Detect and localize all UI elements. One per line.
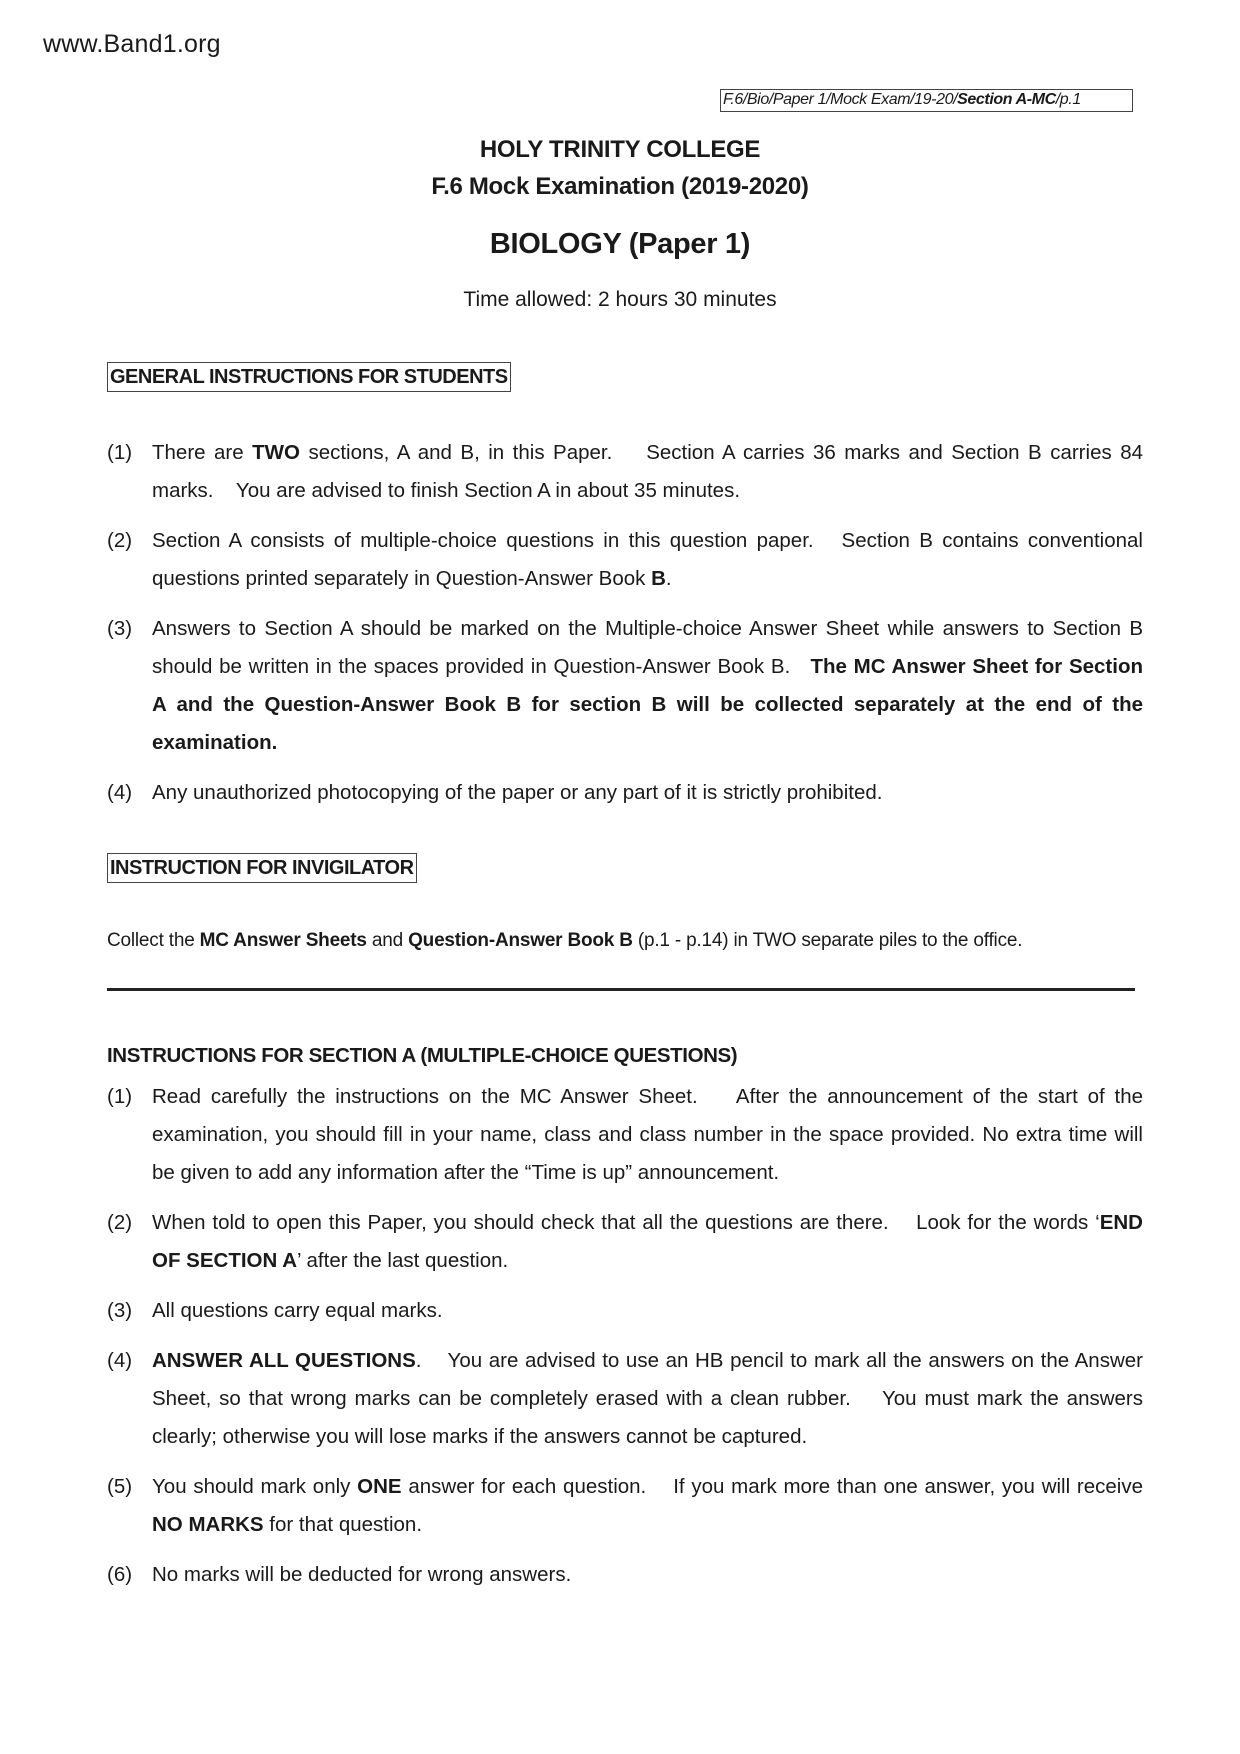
website-watermark: www.Band1.org: [43, 30, 221, 58]
section-a-instructions-list: [107, 1078, 1143, 1606]
section-a-instruction-item: [107, 1292, 1143, 1330]
item-number: (3): [107, 617, 133, 640]
time-allowed: Time allowed: 2 hours 30 minutes: [463, 288, 777, 311]
invigilator-instruction-text: Collect the MC Answer Sheets and Question-Answer Book B (p.1 - p.14) in TWO separate piles to the office.: [107, 930, 1023, 951]
item-number: (2): [107, 1211, 133, 1234]
exam-title: F.6 Mock Examination (2019-2020): [431, 173, 809, 200]
general-instruction-item: [107, 434, 1143, 510]
section-a-instructions-heading: INSTRUCTIONS FOR SECTION A (MULTIPLE-CHOICE QUESTIONS): [107, 1044, 738, 1067]
reference-section: Section A-MC: [957, 91, 1056, 108]
general-instructions-list: [107, 434, 1143, 824]
section-a-instruction-item: [107, 1556, 1143, 1594]
item-text: Section A consists of multiple-choice questions in this question paper. Section B contains conventional questions printed separately in Question-Answer Book B.: [152, 529, 1143, 590]
item-text: You should mark only ONE answer for each question. If you mark more than one answer, you will receive NO MARKS for that question.: [152, 1475, 1143, 1536]
section-divider-rule: [107, 988, 1135, 991]
invigilator-instruction-heading: INSTRUCTION FOR INVIGILATOR: [107, 853, 417, 883]
general-instructions-heading: GENERAL INSTRUCTIONS FOR STUDENTS: [107, 362, 511, 392]
section-a-instruction-item: [107, 1078, 1143, 1192]
paper-reference-code: [720, 89, 1133, 112]
item-text: When told to open this Paper, you should check that all the questions are there. Look for the words ‘END OF SECTION A’ after the last question.: [152, 1211, 1143, 1272]
item-text: Any unauthorized photocopying of the paper or any part of it is strictly prohibited.: [152, 781, 883, 804]
section-a-instruction-item: [107, 1468, 1143, 1544]
item-text: ANSWER ALL QUESTIONS. You are advised to use an HB pencil to mark all the answers on the Answer Sheet, so that wrong marks can be completely erased with a clean rubber. You must mark the answers clearly; otherwise you will lose marks if the answers cannot be captured.: [152, 1349, 1143, 1448]
item-number: (4): [107, 1349, 133, 1372]
item-text: Read carefully the instructions on the MC Answer Sheet. After the announcement of the start of the examination, you should fill in your name, class and class number in the space provided. No extra time will be given to add any information after the “Time is up” announcement.: [152, 1085, 1143, 1184]
item-number: (5): [107, 1475, 133, 1498]
item-text: All questions carry equal marks.: [152, 1299, 443, 1322]
section-a-instruction-item: [107, 1204, 1143, 1280]
general-instruction-item: [107, 610, 1143, 762]
item-text: Answers to Section A should be marked on the Multiple-choice Answer Sheet while answers to Section B should be written in the spaces provided in Question-Answer Book B. The MC Answer Sheet for Section A and the Question-Answer Book B for section B will be collected separately at the end of the examination.: [152, 617, 1143, 754]
school-name: HOLY TRINITY COLLEGE: [479, 136, 761, 163]
item-text: There are TWO sections, A and B, in this Paper. Section A carries 36 marks and Section B carries 84 marks. You are advised to finish Section A in about 35 minutes.: [152, 441, 1143, 502]
section-a-instruction-item: [107, 1342, 1143, 1456]
item-number: (1): [107, 1085, 133, 1108]
item-number: (3): [107, 1299, 133, 1322]
item-number: (6): [107, 1563, 133, 1586]
subject-title: BIOLOGY (Paper 1): [489, 228, 751, 260]
general-instruction-item: [107, 522, 1143, 598]
general-instruction-item: [107, 774, 1143, 812]
item-number: (4): [107, 781, 133, 804]
item-text: No marks will be deducted for wrong answers.: [152, 1563, 572, 1586]
item-number: (1): [107, 441, 133, 464]
reference-plain: F.6/Bio/Paper 1/Mock Exam/19-20/: [723, 91, 958, 108]
reference-page: /p.1: [1055, 91, 1081, 108]
item-number: (2): [107, 529, 133, 552]
